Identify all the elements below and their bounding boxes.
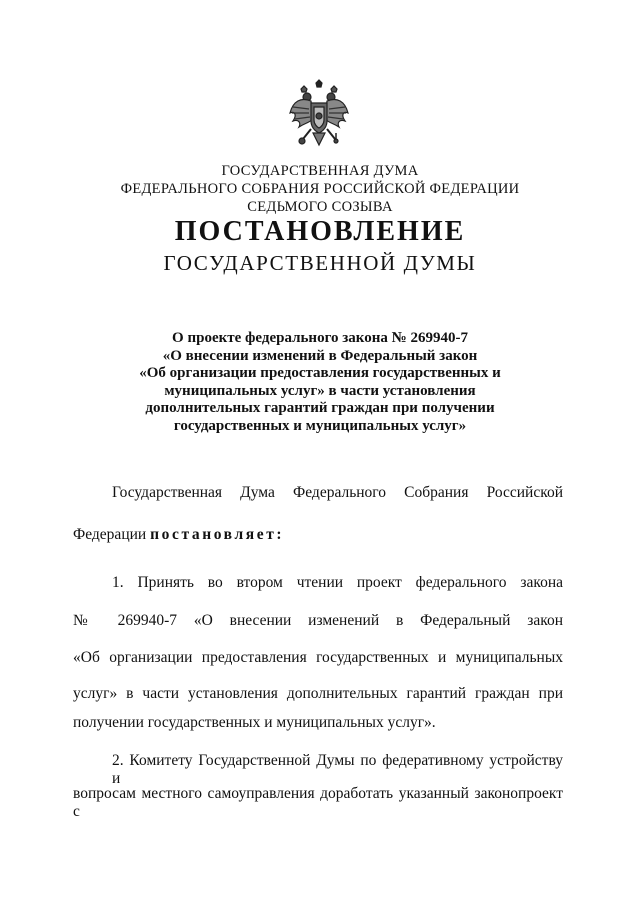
resolution-verb: постановляет:: [150, 526, 285, 543]
subject-line: муниципальных услуг» в части установления: [164, 382, 476, 399]
paragraph-2-line: 2. Комитету Государственной Думы по федеративному устройству и: [112, 752, 563, 787]
header-line-assembly: ФЕДЕРАЛЬНОГО СОБРАНИЯ РОССИЙСКОЙ ФЕДЕРАЦИИ: [120, 181, 520, 197]
header-line-duma: ГОСУДАРСТВЕННАЯ ДУМА: [221, 163, 419, 179]
subject-line: О проекте федерального закона № 269940-7: [172, 330, 468, 346]
paragraph-1-line: услуг» в части установления дополнительных гарантий граждан при: [73, 685, 563, 702]
preamble-line: Государственная Дума Федерального Собрания Российской: [112, 484, 563, 501]
document-subtitle: ГОСУДАРСТВЕННОЙ ДУМЫ: [163, 251, 477, 275]
preamble-text: Федерации: [73, 526, 151, 543]
paragraph-1-line: 1. Принять во втором чтении проект федерального закона: [112, 574, 563, 591]
subject-line: государственных и муниципальных услуг»: [173, 417, 467, 434]
header-line-convocation: СЕДЬМОГО СОЗЫВА: [247, 199, 393, 215]
paragraph-1-line: получении государственных и муниципальных услуг».: [73, 714, 436, 731]
subject-line: «Об организации предоставления государственных и: [139, 365, 501, 382]
subject-line: «О внесении изменений в Федеральный закон: [162, 347, 478, 364]
document-subject: [0, 330, 640, 436]
paragraph-1-line: «Об организации предоставления государственных и муниципальных: [73, 649, 563, 666]
coat-of-arms-icon: [287, 79, 351, 151]
subject-line: дополнительных гарантий граждан при получении: [145, 400, 495, 417]
paragraph-2-line: вопросам местного самоуправления доработать указанный законопроект с: [73, 785, 563, 820]
document-title: ПОСТАНОВЛЕНИЕ: [174, 216, 466, 247]
preamble-line: [73, 526, 563, 544]
paragraph-1-line: № 269940-7 «О внесении изменений в Федеральный закон: [73, 612, 563, 629]
